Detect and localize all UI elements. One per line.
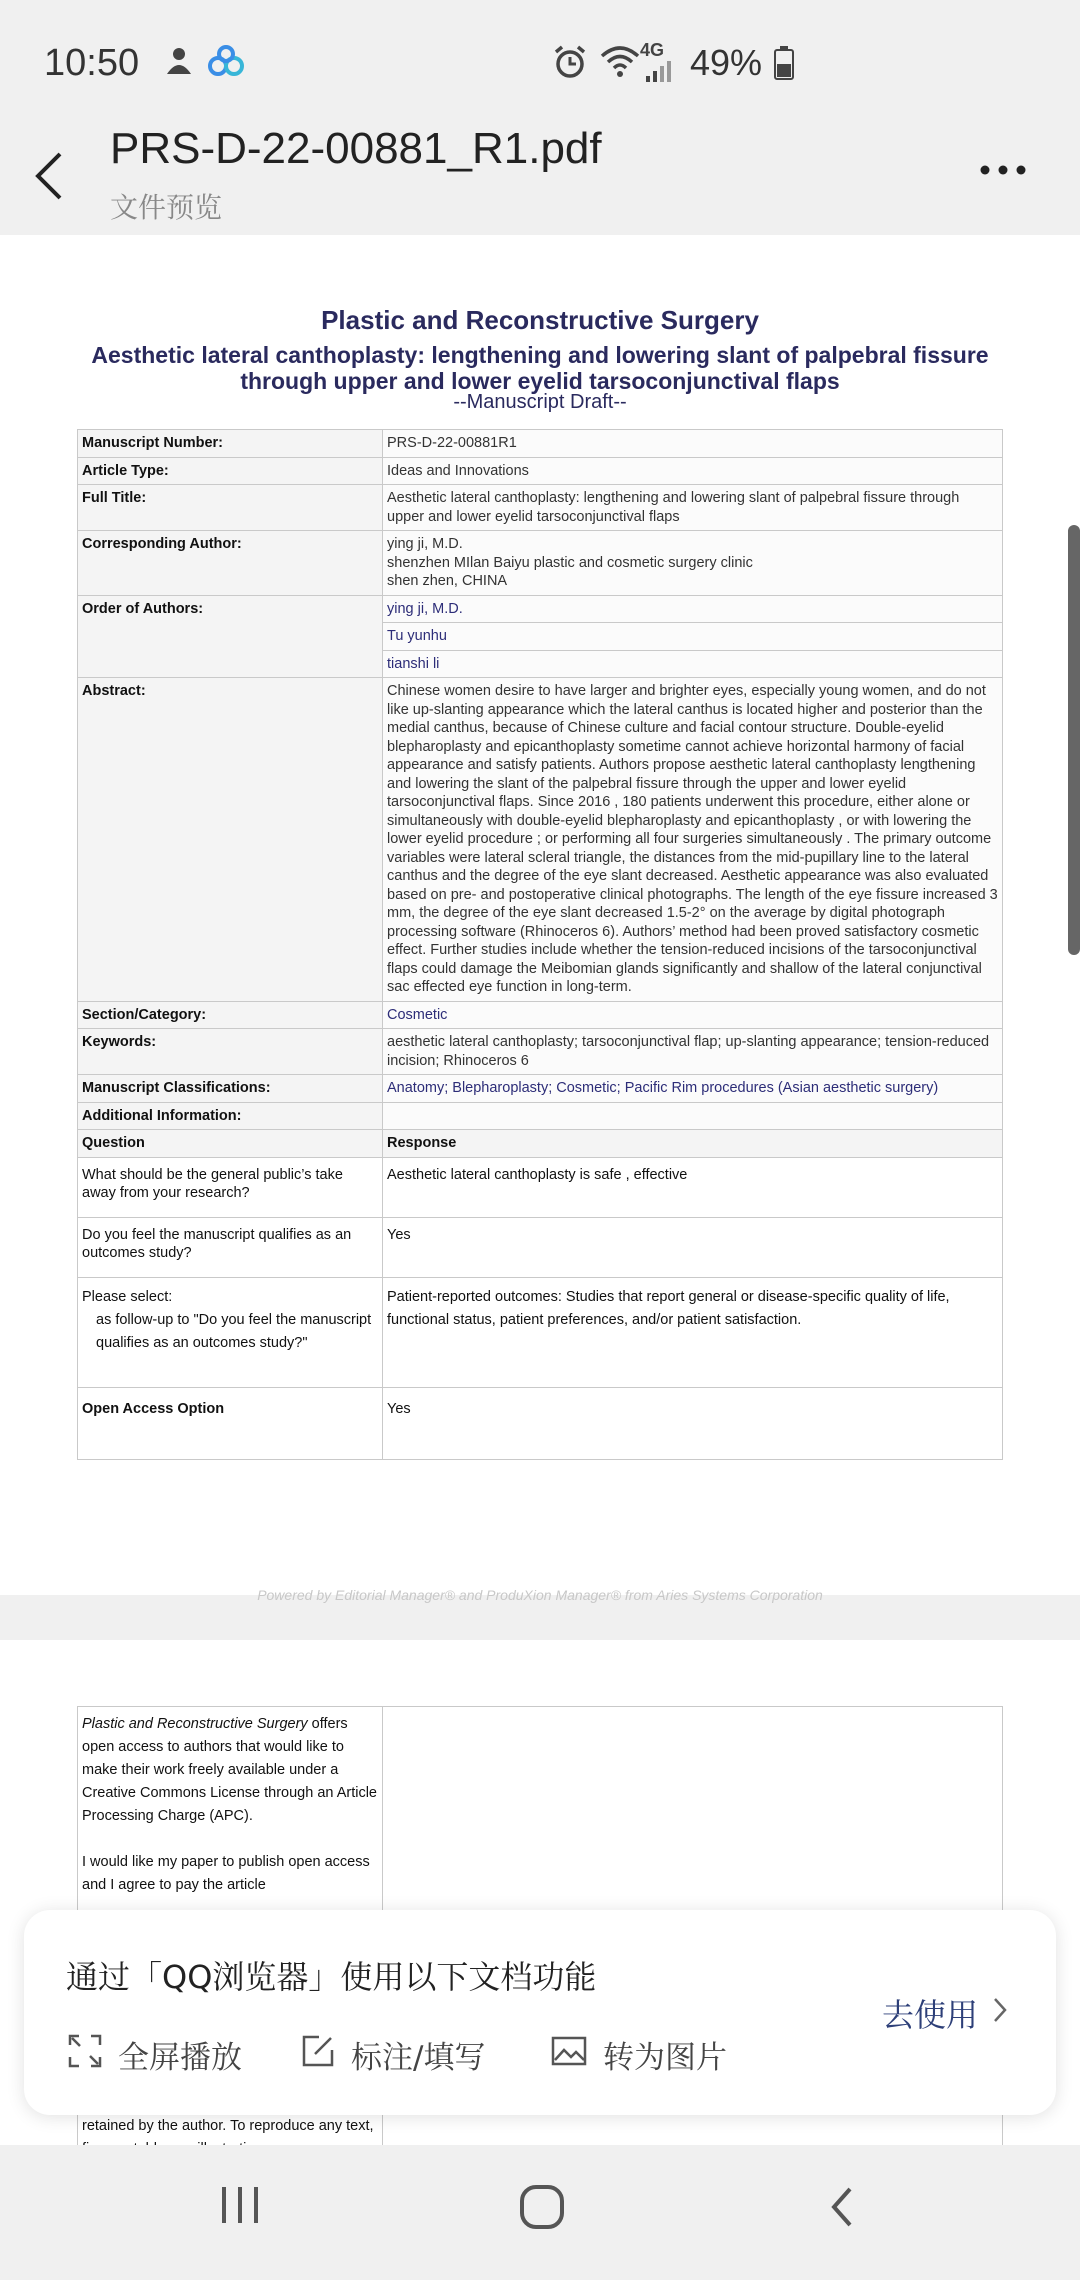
system-nav-bar: [0, 2145, 1080, 2280]
row-label: Abstract:: [78, 678, 383, 1002]
row-label: Section/Category:: [78, 1001, 383, 1029]
notification-icon: [162, 44, 196, 83]
banner-title: 通过「QQ浏览器」使用以下文档功能: [66, 1958, 597, 1996]
row-label: Full Title:: [78, 485, 383, 531]
qq-browser-banner[interactable]: [24, 1910, 1056, 2115]
scrollbar-thumb[interactable]: [1068, 525, 1080, 955]
row-value: Cosmetic: [383, 1001, 1003, 1029]
response-text: Yes: [383, 1217, 1003, 1277]
network-type: 4G: [640, 40, 665, 60]
row-value: Aesthetic lateral canthoplasty: lengthening and lowering slant of palpebral fissure through upper and lower eyelid tarsoconjunctival flaps: [383, 485, 1003, 531]
more-dots-icon[interactable]: [975, 160, 1035, 190]
fullscreen-icon: [68, 2034, 118, 2076]
response-text: Yes: [383, 1387, 1003, 1459]
author-item: Tu yunhu: [383, 622, 1002, 650]
recent-apps-icon[interactable]: [218, 2183, 262, 2232]
article-title: Aesthetic lateral canthoplasty: lengthening and lowering slant of palpebral fissure through upper and lower eyelid tarsoconjunctival flaps: [91, 342, 989, 394]
table-row: [78, 485, 1003, 531]
wifi-icon: [600, 44, 640, 83]
table-row: [78, 1102, 1003, 1130]
document-subtitle: 文件预览: [110, 192, 223, 223]
author-institution: shenzhen MIlan Baiyu plastic and cosmetic surgery clinic: [387, 554, 753, 571]
response-text: Aesthetic lateral canthoplasty is safe , effective: [383, 1157, 1003, 1217]
row-value: [383, 1102, 1003, 1130]
row-label: Order of Authors:: [78, 595, 383, 678]
status-time: 10:50: [44, 42, 140, 84]
open-access-paragraph: [82, 1713, 378, 1828]
row-label: Keywords:: [78, 1029, 383, 1075]
pdf-page-1[interactable]: [0, 235, 1080, 1603]
question-text: What should be the general public’s take away from your research?: [78, 1157, 383, 1217]
row-label: Additional Information:: [78, 1102, 383, 1130]
battery-percent: 49%: [690, 42, 763, 83]
question-detail: as follow-up to "Do you feel the manuscript qualifies as an outcomes study?": [96, 1311, 372, 1351]
open-access-paragraph-rest: offers open access to authors that would like to make their work freely available under a Creative Commons License through an Article Processing Charge (APC).: [82, 1716, 377, 1824]
manuscript-table: [77, 429, 1003, 1460]
question-text: [78, 1277, 383, 1387]
document-title: PRS-D-22-00881_R1.pdf: [110, 124, 602, 173]
battery-icon: [774, 46, 794, 85]
table-row: [78, 1277, 1003, 1387]
row-label: Corresponding Author:: [78, 531, 383, 596]
to-image-label: 转为图片: [603, 2040, 727, 2076]
annotate-label: 标注/填写: [351, 2040, 486, 2076]
table-row: [78, 1001, 1003, 1029]
app-bar: [0, 110, 1080, 235]
table-row: [78, 678, 1003, 1002]
table-row: [78, 1075, 1003, 1103]
table-row: [78, 1029, 1003, 1075]
row-value: aesthetic lateral canthoplasty; tarsoconjunctival flap; up-slanting appearance; tension-reduced incision; Rhinoceros 6: [383, 1029, 1003, 1075]
author-item: ying ji, M.D.: [387, 600, 463, 617]
author-item: tianshi li: [383, 650, 1002, 678]
table-row: [78, 457, 1003, 485]
copyright-text: retained by the author. To reproduce any text,: [82, 2118, 374, 2134]
journal-title: Plastic and Reconstructive Surgery: [321, 305, 759, 335]
back-chevron-icon[interactable]: [30, 146, 80, 206]
author-name: ying ji, M.D.: [387, 536, 463, 552]
edit-icon: [301, 2034, 351, 2076]
chevron-right-icon: [992, 1994, 1008, 2032]
question-text: Open Access Option: [78, 1387, 383, 1459]
response-text: Patient-reported outcomes: Studies that report general or disease-specific quality of life, functional status, patient preferences, and/or patient satisfaction.: [383, 1277, 1003, 1387]
use-now-button[interactable]: [882, 1990, 1008, 2036]
question-label: Please select:: [82, 1288, 173, 1305]
use-now-label: 去使用: [882, 1996, 979, 2034]
row-value: PRS-D-22-00881R1: [383, 430, 1003, 458]
powered-by-footer: Powered by Editorial Manager® and ProduXion Manager® from Aries Systems Corporation: [257, 1587, 823, 1603]
author-location: shen zhen, CHINA: [387, 573, 508, 589]
question-header: Question: [78, 1130, 383, 1158]
alarm-icon: [552, 44, 588, 85]
row-value: Anatomy; Blepharoplasty; Cosmetic; Pacific Rim procedures (Asian aesthetic surgery): [383, 1075, 1003, 1103]
row-value: [383, 531, 1003, 596]
table-row: [78, 1157, 1003, 1217]
row-value: Ideas and Innovations: [383, 457, 1003, 485]
table-row: [78, 430, 1003, 458]
to-image-option[interactable]: [551, 2032, 727, 2077]
response-header: Response: [383, 1130, 1003, 1158]
open-access-agreement: I would like my paper to publish open access and I agree to pay the article: [82, 1854, 370, 1893]
home-icon[interactable]: [518, 2183, 566, 2236]
question-text: Do you feel the manuscript qualifies as an outcomes study?: [78, 1217, 383, 1277]
fullscreen-label: 全屏播放: [118, 2040, 242, 2076]
back-icon[interactable]: [826, 2183, 858, 2236]
row-label: Manuscript Classifications:: [78, 1075, 383, 1103]
image-icon: [551, 2036, 603, 2074]
row-label: Manuscript Number:: [78, 430, 383, 458]
table-row: [78, 531, 1003, 596]
row-label: Article Type:: [78, 457, 383, 485]
fullscreen-option[interactable]: [68, 2032, 242, 2077]
draft-label: --Manuscript Draft--: [453, 391, 627, 413]
abstract-text: Chinese women desire to have larger and brighter eyes, especially young women, and do not like up-slanting appearance which the lateral canthus is located higher and posterior than the medial canthus, because of Chinese culture and facial contour structure. Double-eyelid blepharoplasty and epicanthoplasty sometime cannot achieve horizontal harmony of facial appearance and satisfy patients. Authors propose aesthetic lateral canthoplasty lengthening and lowering the slant of the palpebral fissure through the upper and lower eyelid tarsoconjunctival flaps. Since 2016 , 180 patients underwent this procedure, either alone or simultaneously with double-eyelid blepharoplasty and epicanthoplasty , or with lowering the lower eyelid procedure ; or performing all four surgeries simultaneously . The primary outcome variables were lateral scleral triangle, the distances from the mid-pupillary line to the lateral canthus and the degree of the eye slant decreased. Aesthetic appearance was also evaluated based on pre- and postoperative clinical photographs. The length of the eye fissure increased 3 mm, the degree of the eye slant decreased 1.5-2° on the average by digital photograph processing software (Rhinoceros 6). Authors’ method had been proved satisfactory cosmetic effect. Further studies include whether the tension-reduced incisions of the tarsoconjunctival flaps could damage the Meibomian glands significantly and shallow of the lateral conjunctival sac effected eye function in long-term.: [383, 678, 1003, 1002]
table-row: [78, 1217, 1003, 1277]
journal-italic: Plastic and Reconstructive Surgery: [82, 1716, 308, 1732]
table-row: [78, 595, 1003, 678]
table-row: [78, 1130, 1003, 1158]
app-cloud-icon: [206, 44, 246, 83]
table-row: [78, 1387, 1003, 1459]
row-value: [383, 595, 1003, 678]
signal-icon: [646, 58, 678, 87]
annotate-option[interactable]: [301, 2032, 485, 2077]
